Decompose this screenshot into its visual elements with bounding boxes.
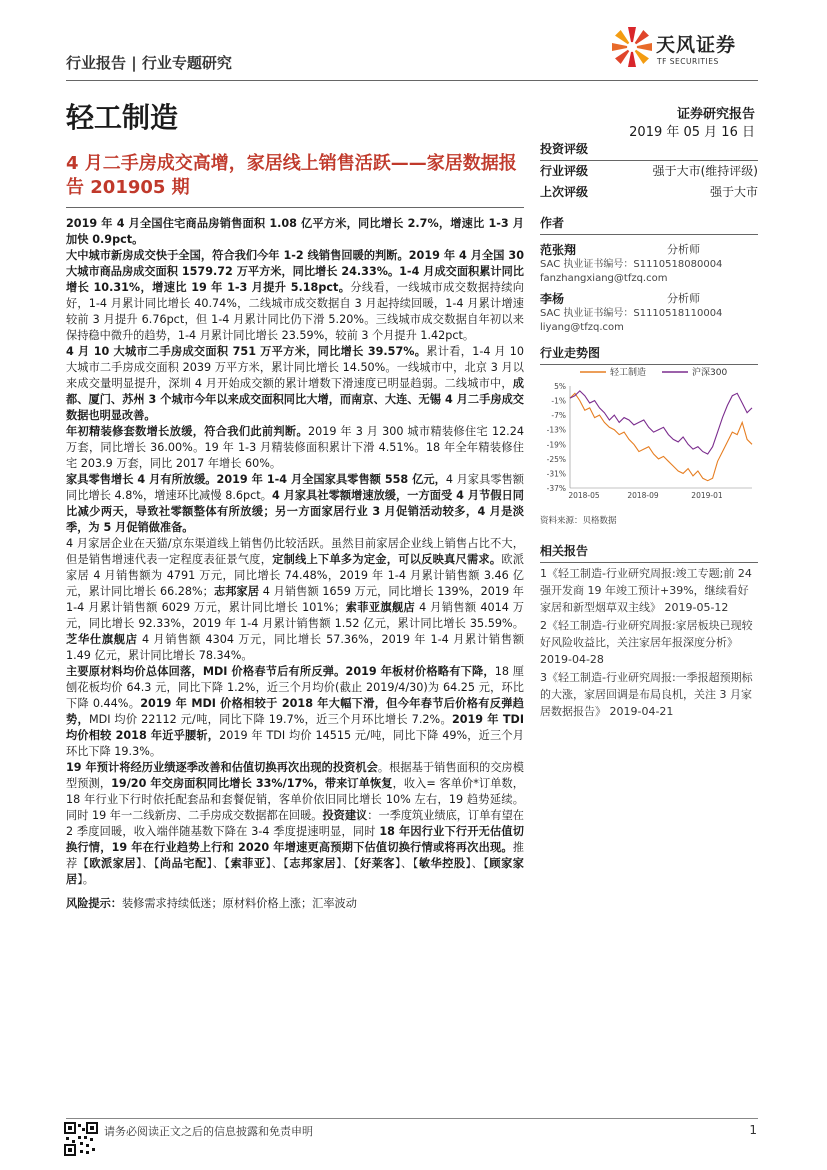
author-1: 范张翔 分析师 SAC 执业证书编号：S1110518080004 fanzhangxiang@tfzq.com [540, 241, 758, 286]
page-number: 1 [749, 1123, 757, 1137]
risk-warning: 风险提示：装修需求持续低迷；原材料价格上涨；汇率波动 [66, 897, 357, 910]
y-tick-label: -13% [546, 425, 566, 435]
author-email[interactable]: fanzhangxiang@tfzq.com [540, 273, 668, 284]
series-line-light-industry [570, 393, 752, 480]
trend-chart [540, 362, 758, 512]
author-2: 李杨 分析师 SAC 执业证书编号：S1110518110004 liyang@tfzq.com [540, 290, 758, 335]
y-tick-label: 5% [554, 382, 566, 391]
authors-panel [540, 214, 758, 335]
series-line-csi300 [570, 391, 752, 454]
main-body [66, 216, 524, 912]
paragraph-2: 大中城市新房成交快于全国，符合我们今年 1-2 线销售回暖的判断。2019 年 4 月全国 30 大城市商品房成交面积 1579.72 万平方米，同比增长 24.33%。1-4 月成交面积累计同比增长 10.31%，增速比 19 年 1-3 月提升 5.18pct。分线看，一线城市成交数据持续向好，1-4 月累计同比增长 40.74%，二线城市成交数据自 3 月起持续回暖，1-4 月累计增速较前 3 月提升 6.76pct，但 1-4 月累计同比仍下滑 5.20%。三线城市成交数据自年初以来保持稳中微升的趋势，1-4 月累计同比增长 23.59%，较前 3 个月提升 1.42pct。 [66, 249, 524, 342]
trend-head: 行业走势图 [540, 344, 758, 365]
sector-title: 轻工制造 [66, 101, 179, 134]
y-tick-label: -25% [546, 454, 566, 464]
x-tick-label: 2018-05 [568, 491, 600, 500]
legend-label: 轻工制造 [610, 368, 647, 378]
paragraph-3: 4 月 10 大城市二手房成交面积 751 万平方米，同比增长 39.57%。累计看，1-4 月 10 大城市二手房成交面积 2039 万平方米，累计同比增长 14.50%。一线城市中，北京 3 月以来成交量明显提升，深圳 4 月开始成交额的累计增数下滑速度已明显趋弱。二线城市中，成都、厦门、苏州 3 个城市今年以来成交面积同比大增，而南京、大连、无锡 4 月二手房成交数据也明显改善。 [66, 345, 524, 422]
y-tick-label: -1% [551, 396, 566, 406]
report-title: 4 月二手房成交高增，家居线上销售活跃——家居数据报告 201905 期 [66, 153, 517, 198]
title-divider [66, 207, 524, 208]
header-divider [66, 80, 758, 81]
qr-code-icon [64, 1122, 98, 1156]
paragraph-7: 主要原材料均价总体回落，MDI 价格春节后有所反弹。2019 年板材价格略有下降，18 厘刨花板均价 64.3 元，同比下降 1.2%，近三个月均价(截止 2019/4/30)为 64.25 元，环比下降 0.44%。2019 年 MDI 价格相较于 2018 年大幅下滑，但今年春节后价格有反弹趋势，MDI 均价 22112 元/吨，同比下降 19.7%，近三个月环比增长 7.2%。2019 年 TDI 均价相较 2018 年近乎腰斩，2019 年 TDI 均价 14515 元/吨，同比下降 49%，近三个月环比下降 19.3%。 [66, 665, 524, 758]
authors-head: 作者 [540, 214, 758, 235]
rating-panel [540, 140, 758, 203]
related-report[interactable]: 1《轻工制造-行业研究周报:竣工专题;前 24 强开发商 19 年竣工预计+39%，继续看好家居和新型烟草双主线》 2019-05-12 [540, 567, 752, 614]
x-tick-label: 2019-01 [691, 491, 723, 500]
chart-source: 资料来源：贝格数据 [540, 516, 617, 526]
previous-rating: 上次评级 强于大市 [540, 185, 758, 199]
related-report[interactable]: 2《轻工制造-行业研究周报:家居板块已现较好风险收益比，关注家居年报深度分析》 2019-04-28 [540, 619, 753, 666]
author-email[interactable]: liyang@tfzq.com [540, 322, 624, 333]
report-category: 行业报告 | 行业专题研究 [66, 54, 232, 72]
rating-head: 投资评级 [540, 140, 758, 161]
paragraph-4: 年初精装修套数增长放缓，符合我们此前判断。2019 年 3 月 300 城市精装修住宅 12.24 万套，同比增长 36.00%。19 年 1-3 月精装修面积累计下滑 4.51%。18 年全年精装修住宅 203.9 万套，同比 2017 年增长 60%。 [66, 425, 524, 470]
paragraph-6: 4 月家居企业在天猫/京东渠道线上销售仍比较活跃。虽然目前家居企业线上销售占比不大，但是销售增速代表一定程度表征景气度，定制线上下单多为定金，可以反映真尺需求。欧派家居 4 月销售额为 4791 万元，同比增长 74.48%，2019 年 1-4 月累计销售额 3.46 亿元，累计同比增长 66.28%；志邦家居 4 月销售额 1659 万元，同比增长 139%，2019 年 1-4 月累计销售额 6029 万元，累计同比增长 101%；索菲亚旗舰店 4 月销售额 4014 万元，同比增长 92.33%，2019 年 1-4 月累计销售额 1.52 亿元，累计同比增长 35.59%。芝华仕旗舰店 4 月销售额 4304 万元，同比增长 57.36%，2019 年 1-4 月累计销售额 1.49 亿元，累计同比增长 78.34%。 [66, 537, 524, 662]
y-tick-label: -19% [546, 440, 566, 450]
y-tick-label: -31% [546, 469, 566, 479]
paragraph-1: 2019 年 4 月全国住宅商品房销售面积 1.08 亿平方米，同比增长 2.7%，增速比 1-3 月加快 0.9pct。 [66, 217, 524, 246]
disclaimer-note: 请务必阅读正文之后的信息披露和免责申明 [104, 1125, 313, 1138]
report-type: 证券研究报告 [676, 107, 755, 122]
logo-subtext: TF SECURITIES [657, 57, 719, 66]
y-tick-label: -37% [546, 484, 566, 493]
y-tick-label: -7% [551, 411, 566, 421]
related-head: 相关报告 [540, 542, 758, 563]
paragraph-5: 家具零售增长 4 月有所放缓。2019 年 1-4 月全国家具零售额 558 亿元，4 月家具零售额同比增长 4.8%，增速环比减慢 8.6pct。4 月家具社零额增速放缓，一方面受 4 月节假日同比减少两天，导致社零额整体有所放缓；另一方面家居行业 3 月促销活动较多，4 月是淡季，为 5 月促销做准备。 [66, 473, 524, 534]
industry-rating: 行业评级 强于大市(维持评级) [540, 164, 758, 178]
legend-label: 沪深300 [692, 368, 728, 378]
related-panel [540, 542, 758, 721]
logo-text: 天风证券 [656, 34, 737, 56]
footer-divider [66, 1118, 758, 1119]
x-tick-label: 2018-09 [627, 491, 659, 500]
report-date: 2019 年 05 月 16 日 [629, 125, 755, 140]
paragraph-8: 19 年预计将经历业绩逐季改善和估值切换再次出现的投资机会。根据基于销售面积的交房模型预测，19/20 年交房面积同比增长 33%/17%，带来订单恢复，收入= 客单价*订单数，18 年行业下行时依托配套品和套餐促销，客单价依旧同比增长 10% 左右，19 趋势延续。同时 19 年一二线新房、二手房成交数据都在回暖。投资建议：一季度筑业绩底，订单有望在 2 季度回暖，收入端伴随基数下降在 3-4 季度提速明显，同时 18 年因行业下行开无估值切换行情，19 年在行业趋势上行和 2020 年增速更高预期下估值切换行情或将再次出现。推荐【欧派家居】、【尚品宅配】、【索菲亚】、【志邦家居】、【好莱客】、【敏华控股】、【顾家家居】。 [66, 761, 524, 886]
related-report[interactable]: 3《轻工制造-行业研究周报:一季报超预期标的大涨，家居回调是布局良机，关注 3 月家居数据报告》 2019-04-21 [540, 671, 753, 718]
